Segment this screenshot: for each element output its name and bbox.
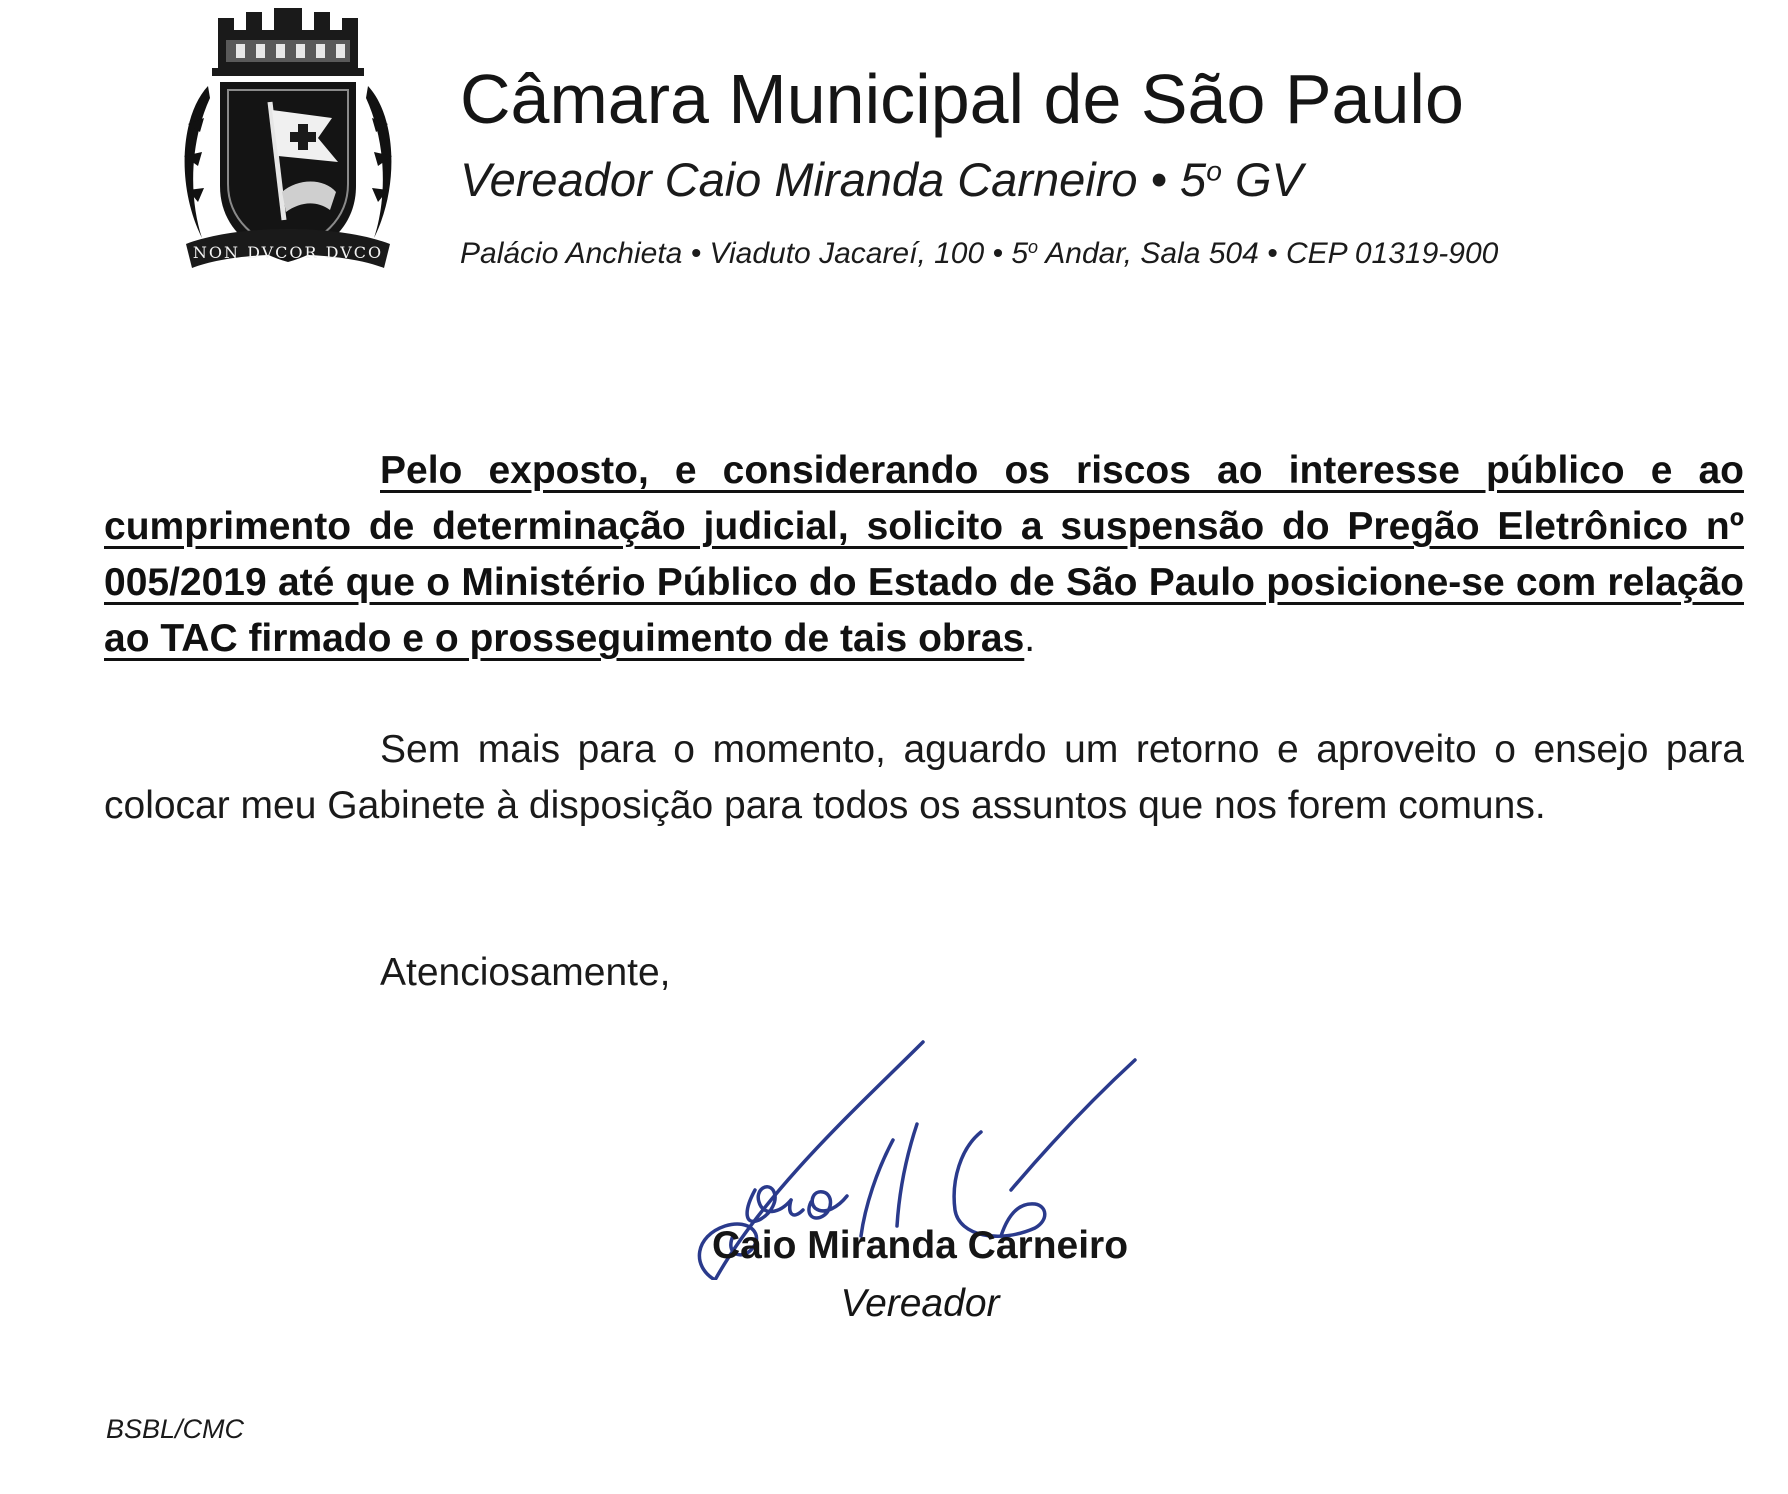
salutation: Atenciosamente, xyxy=(380,951,671,994)
address-start: Palácio Anchieta • Viaduto Jacareí, 100 • 5 xyxy=(460,237,1029,270)
floor-ordinal-marker: o xyxy=(1028,237,1039,258)
request-period: . xyxy=(1024,617,1036,660)
coat-of-arms-icon xyxy=(178,6,398,291)
signatory-name: Caio Miranda Carneiro xyxy=(711,1224,1129,1267)
svg-text:NON DVCOR DVCO: NON DVCOR DVCO xyxy=(192,243,384,262)
address-end: Andar, Sala 504 • CEP 01319-900 xyxy=(1038,237,1499,270)
signatory-role: Vereador xyxy=(840,1282,1000,1325)
office-text: GV xyxy=(1221,153,1303,206)
request-text: Pelo exposto, e considerando os riscos ao interesse público e ao cumprimento de determinação judicial, solicito a suspensão do Pregão Eletrônico nº 005/2019 até que o Ministério Público do Estado de São Paulo posicione-se com relação ao TAC firmado e o prosseguimento de tais obras xyxy=(104,449,1744,660)
chamber-title: Câmara Municipal de São Paulo xyxy=(460,60,1464,138)
address-line xyxy=(460,236,1498,272)
councilor-name-text: Vereador Caio Miranda Carneiro • 5 xyxy=(460,153,1207,206)
ordinal-marker: o xyxy=(1206,154,1222,187)
request-paragraph xyxy=(104,443,1744,667)
councilor-subtitle xyxy=(460,152,1303,208)
document-reference: BSBL/CMC xyxy=(106,1414,245,1444)
closing-paragraph: Sem mais para o momento, aguardo um retorno e aproveito o ensejo para colocar meu Gabinete à disposição para todos os assuntos que nos forem comuns. xyxy=(104,728,1744,827)
coat-of-arms-logo xyxy=(178,6,398,291)
